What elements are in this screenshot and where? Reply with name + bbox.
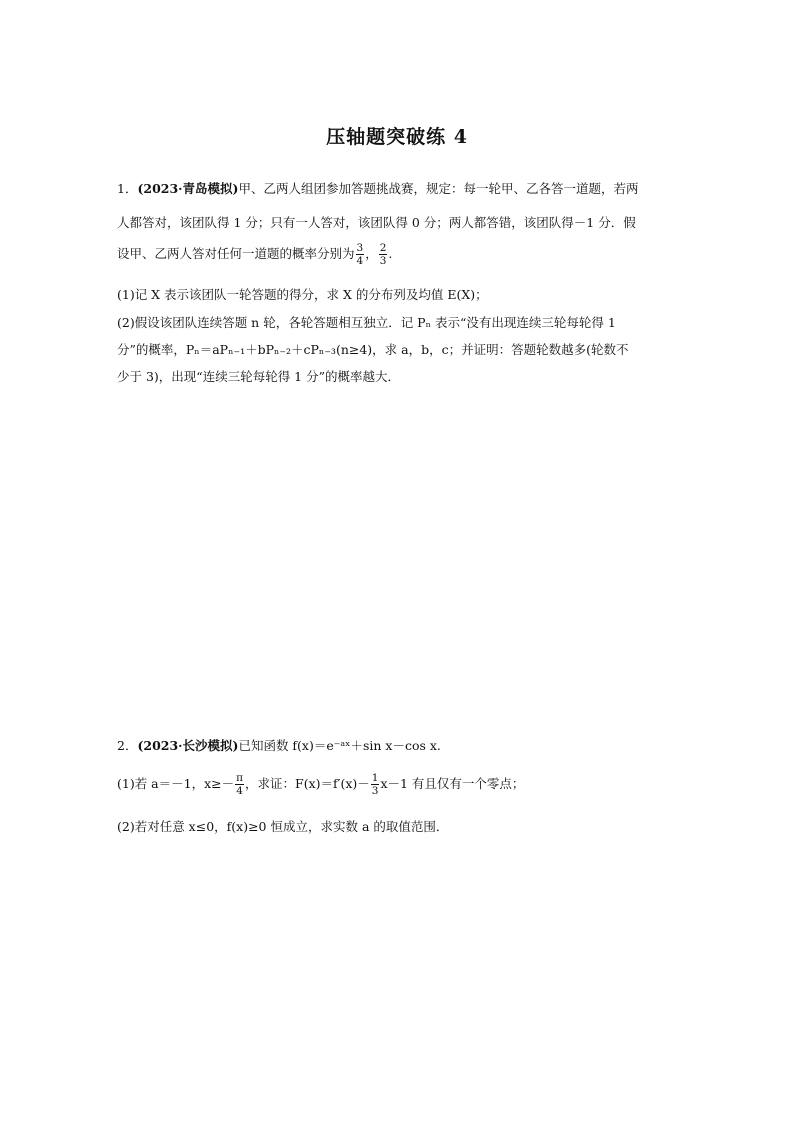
fraction-three-quarters <box>356 242 365 267</box>
problem-1-question-2-line-2: 分”的概率，Pₙ＝aPₙ₋₁＋bPₙ₋₂＋cPₙ₋₃(n≥4)，求 a，b，c；并证明：答题轮数越多(轮数不 <box>117 342 629 357</box>
period: . <box>388 246 393 261</box>
problem-2-number: 2． <box>117 738 138 753</box>
fraction-denominator: 4 <box>236 785 243 797</box>
problem-1-question-2-line-1: (2)假设该团队连续答题 n 轮，各轮答题相互独立．记 Pₙ 表示“没有出现连续三轮每轮得 1 <box>117 315 616 330</box>
problem-1-line-1 <box>117 179 638 197</box>
problem-1-question-2-line-3: 少于 3)，出现“连续三轮每轮得 1 分”的概率越大． <box>117 369 400 384</box>
fraction-one-third <box>371 772 380 797</box>
fraction-numerator: π <box>236 772 244 784</box>
problem-2-question-1 <box>117 772 524 797</box>
fraction-numerator: 1 <box>371 772 379 784</box>
problem-2-q1-text-b: ，求证：F(x)＝f′(x)－ <box>245 776 370 791</box>
fraction-numerator: 3 <box>356 242 364 254</box>
fraction-denominator: 4 <box>356 255 364 267</box>
problem-2-source: (2023·长沙模拟) <box>137 738 239 753</box>
separator: ， <box>365 246 378 261</box>
problem-1-source: (2023·青岛模拟) <box>137 181 239 196</box>
problem-2-q1-text-a: (1)若 a＝－1，x≥－ <box>117 776 235 791</box>
problem-1-text-3: 设甲、乙两人答对任何一道题的概率分别为 <box>117 246 355 261</box>
fraction-two-thirds <box>379 242 388 267</box>
fraction-numerator: 2 <box>379 242 387 254</box>
fraction-denominator: 3 <box>371 785 379 797</box>
fraction-pi-over-four <box>235 772 244 797</box>
problem-2-intro: 已知函数 f(x)＝e⁻ᵃˣ＋sin x－cos x. <box>238 738 441 753</box>
problem-2-q1-text-c: x－1 有且仅有一个零点； <box>380 776 525 791</box>
problem-1-number: 1． <box>117 181 138 196</box>
problem-2-question-2: (2)若对任意 x≤0，f(x)≥0 恒成立，求实数 a 的取值范围． <box>117 819 449 834</box>
page-title: 压轴题突破练 4 <box>326 126 468 148</box>
problem-1-question-1: (1)记 X 表示该团队一轮答题的得分，求 X 的分布列及均值 E(X)； <box>117 287 488 302</box>
problem-1-line-3 <box>117 242 392 267</box>
problem-2-line-1 <box>117 736 441 754</box>
problem-1-line-2: 人都答对，该团队得 1 分；只有一人答对，该团队得 0 分；两人都答错，该团队得－1 分．假 <box>117 215 636 230</box>
fraction-denominator: 3 <box>379 255 387 267</box>
problem-1-text-1: 甲、乙两人组团参加答题挑战赛，规定：每一轮甲、乙各答一道题，若两 <box>238 181 639 196</box>
